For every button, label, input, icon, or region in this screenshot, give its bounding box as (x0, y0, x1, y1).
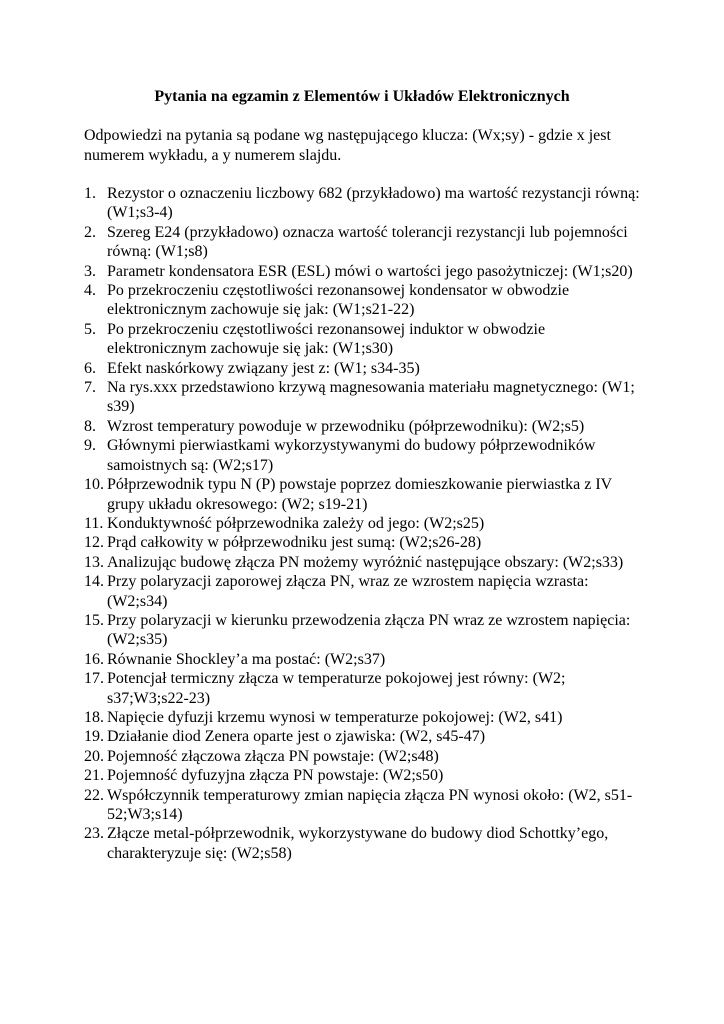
question-item (84, 708, 644, 727)
question-text: Współczynnik temperaturowy zmian napięcia złącza PN wynosi około: (W2, s51-52;W3;s14) (107, 786, 633, 823)
question-number: 1. (84, 185, 96, 202)
question-item (84, 184, 644, 223)
question-number: 4. (84, 282, 96, 300)
question-item (84, 766, 644, 785)
question-number: 7. (84, 379, 96, 397)
question-number: 9. (84, 437, 96, 455)
question-text: Pojemność dyfuzyjna złącza PN powstaje: (W2;s50) (107, 767, 444, 785)
question-number: 21. (84, 767, 104, 785)
question-number: 15. (84, 611, 104, 629)
question-number: 14. (84, 573, 104, 591)
question-text: Głównymi pierwiastkami wykorzystywanymi do budowy półprzewodników samoistnych są: (W2;s17) (107, 437, 596, 474)
question-text: Prąd całkowity w półprzewodniku jest sumą: (W2;s26-28) (107, 534, 482, 552)
question-number: 16. (84, 650, 104, 668)
question-text: Potencjał termiczny złącza w temperaturze pokojowej jest równy: (W2; s37;W3;s22-23) (107, 670, 566, 707)
question-item (84, 572, 644, 611)
question-item (84, 436, 644, 475)
question-item (84, 824, 644, 863)
question-text: Półprzewodnik typu N (P) powstaje poprzez domieszkowanie pierwiastka z IV grupy układu okresowego: (W2; s19-21) (107, 476, 612, 513)
question-item (84, 727, 644, 746)
question-number: 18. (84, 708, 104, 726)
question-item (84, 747, 644, 766)
question-text: Analizując budowę złącza PN możemy wyróżnić następujące obszary: (W2;s33) (107, 553, 624, 571)
question-number: 10. (84, 476, 104, 494)
question-text: Szereg E24 (przykładowo) oznacza wartość tolerancji rezystancji lub pojemności równą: (W1;s8) (107, 223, 628, 261)
question-list (84, 184, 644, 863)
question-number: 5. (84, 320, 96, 338)
question-text: Efekt naskórkowy związany jest z: (W1; s34-35) (107, 359, 420, 377)
question-number: 17. (84, 670, 104, 688)
question-text: Napięcie dyfuzji krzemu wynosi w temperaturze pokojowej: (W2, s41) (107, 708, 563, 726)
question-number: 20. (84, 747, 104, 765)
question-item (84, 417, 644, 436)
question-text: Rezystor o oznaczeniu liczbowy 682 (przykładowo) ma wartość rezystancji równą: (W1;s3-4) (107, 185, 640, 222)
question-item (84, 359, 644, 378)
question-number: 3. (84, 262, 96, 280)
question-item (84, 669, 644, 708)
question-number: 11. (84, 514, 104, 532)
question-number: 23. (84, 825, 104, 843)
question-item (84, 650, 644, 669)
question-number: 13. (84, 553, 104, 571)
question-text: Złącze metal-półprzewodnik, wykorzystywane do budowy diod Schottky’ego, charakteryzuje się: (W2;s58) (107, 825, 609, 862)
question-number: 22. (84, 786, 104, 804)
intro-paragraph: Odpowiedzi na pytania są podane wg następującego klucza: (Wx;sy) - gdzie x jest numerem wykładu, a y numerem slajdu. (84, 127, 611, 164)
question-text: Konduktywność półprzewodnika zależy od jego: (W2;s25) (107, 514, 485, 532)
question-text: Na rys.xxx przedstawiono krzywą magnesowania materiału magnetycznego: (W1; s39) (107, 379, 635, 416)
question-item (84, 223, 644, 262)
question-number: 12. (84, 534, 104, 552)
question-text: Parametr kondensatora ESR (ESL) mówi o wartości jego pasożytniczej: (W1;s20) (107, 262, 633, 280)
question-text: Równanie Shockley’a ma postać: (W2;s37) (107, 650, 386, 668)
question-text: Przy polaryzacji zaporowej złącza PN, wraz ze wzrostem napięcia wzrasta: (W2;s34) (107, 573, 589, 610)
question-text: Po przekroczeniu częstotliwości rezonansowej induktor w obwodzie elektronicznym zachowuje się jak: (W1;s30) (107, 320, 546, 358)
question-item (84, 533, 644, 552)
question-item (84, 320, 644, 359)
question-item (84, 611, 644, 650)
question-text: Po przekroczeniu częstotliwości rezonansowej kondensator w obwodzie elektronicznym zachowuje się jak: (W1;s21-22) (107, 282, 570, 319)
question-number: 19. (84, 728, 104, 746)
question-number: 8. (84, 417, 96, 435)
question-item (84, 281, 644, 320)
question-item (84, 786, 644, 825)
question-text: Przy polaryzacji w kierunku przewodzenia złącza PN wraz ze wzrostem napięcia: (W2;s35) (107, 611, 631, 649)
question-text: Wzrost temperatury powoduje w przewodniku (półprzewodniku): (W2;s5) (107, 417, 585, 435)
document-title: Pytania na egzamin z Elementów i Układów Elektronicznych (154, 88, 570, 105)
question-text: Pojemność złączowa złącza PN powstaje: (W2;s48) (107, 747, 439, 765)
question-item (84, 514, 644, 533)
question-item (84, 378, 644, 417)
question-number: 2. (84, 223, 96, 241)
question-item (84, 262, 644, 281)
question-number: 6. (84, 359, 96, 377)
question-item (84, 475, 644, 514)
question-item (84, 553, 644, 572)
question-text: Działanie diod Zenera oparte jest o zjawiska: (W2, s45-47) (107, 728, 486, 746)
